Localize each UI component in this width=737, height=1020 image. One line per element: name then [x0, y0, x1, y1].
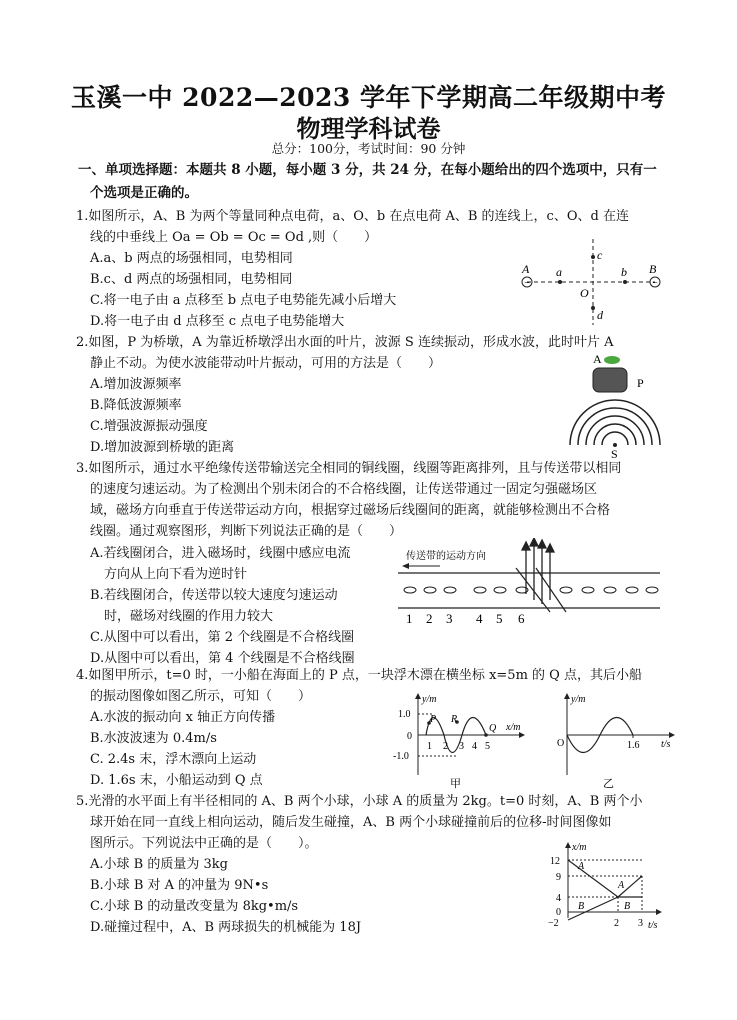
q3-stem-line2: 的速度匀速运动。为了检测出个别未闭合的不合格线圈，让传送带通过一固定匀强磁场区 — [90, 482, 598, 497]
q5-stem-line3: 图所示。下列说法中正确的是（ ）。 — [90, 836, 318, 851]
section1-heading-line1: 一、单项选择题：本题共 8 小题，每小题 3 分，共 24 分，在每小题给出的四个选项中，只有一 — [78, 162, 657, 178]
q5-ytick-4: 4 — [556, 893, 561, 904]
q1-label-B: B — [649, 262, 657, 276]
q3-conveyor-figure — [398, 538, 660, 628]
q2-label-P: P — [637, 376, 644, 390]
q4-jia-ytick-neg1: -1.0 — [393, 751, 409, 762]
q4-jia-caption: 甲 — [450, 778, 461, 790]
q3-option-c: C.从图中可以看出，第 2 个线圈是不合格线圈 — [90, 630, 355, 645]
q4-wave-figure-jia — [388, 690, 533, 790]
q5-stem-line1: 5.光滑的水平面上有半径相同的 A、B 两个小球，小球 A 的质量为 2kg。t=0 时刻，A、B 两个小 — [76, 794, 643, 809]
q3-option-d: D.从图中可以看出，第 4 个线圈是不合格线圈 — [90, 651, 355, 666]
q5-label-B1: B — [578, 901, 585, 912]
q4-option-b: B.水波波速为 0.4m/s — [90, 731, 217, 746]
q4-jia-ytick-0: 0 — [407, 731, 412, 742]
q4-jia-xtick-1: 1 — [427, 741, 432, 752]
q2-stem-line2: 静止不动。为使水波能带动叶片振动，可用的方法是（ ） — [90, 356, 442, 371]
q4-jia-label-P: P — [430, 714, 437, 725]
q5-ytick-0: 0 — [556, 907, 561, 918]
q5-xlabel: t/s — [648, 920, 658, 931]
q5-xtick-3: 3 — [638, 918, 643, 929]
q1-charge-figure — [510, 235, 670, 330]
q5-xtick-2: 2 — [614, 918, 619, 929]
q2-label-A: A — [593, 352, 602, 366]
q3-stem-line3: 域，磁场方向垂直于传送带运动方向，根据穿过磁场后线圈间的距离，就能够检测出不合格 — [90, 503, 611, 518]
q3-coil-number-3: 3 — [446, 611, 453, 626]
q1-label-A: A — [522, 262, 530, 276]
q4-jia-label-Q: Q — [489, 723, 497, 734]
q1-label-a: a — [556, 265, 562, 279]
q5-line-B-before — [568, 897, 618, 920]
section1-heading-line2: 个选项是正确的。 — [90, 185, 198, 201]
q1-option-d: D.将一电子由 d 点移至 c 点电子电势能增大 — [90, 314, 345, 329]
q1-option-b: B.c、d 两点的场强相同，电势相同 — [90, 272, 293, 287]
q1-charge-a-sign: − — [524, 278, 530, 289]
q2-option-c: C.增强波源振动强度 — [90, 419, 208, 434]
exam-title-line1: 玉溪一中 2022—2023 学年下学期高二年级期中考 — [70, 83, 667, 112]
q4-jia-xtick-4: 4 — [472, 741, 477, 752]
q4-jia-xtick-3: 3 — [459, 741, 464, 752]
q3-option-a-cont: 方向从上向下看为逆时针 — [104, 567, 248, 582]
q5-label-B2: B — [624, 901, 631, 912]
q5-ytick-neg2: −2 — [548, 918, 559, 929]
q4-jia-xlabel: x/m — [506, 722, 521, 733]
q4-stem-line1: 4.如图甲所示，t=0 时，一小船在海面上的 P 点，一块浮木漂在横坐标 x=5m 的 Q 点，其后小船 — [76, 668, 642, 683]
q4-yi-caption: 乙 — [603, 778, 614, 790]
q5-option-b: B.小球 B 对 A 的冲量为 9N•s — [90, 878, 269, 893]
q4-yi-ylabel: y/m — [571, 694, 586, 705]
q3-option-a: A.若线圈闭合，进入磁场时，线圈中感应电流 — [90, 546, 351, 561]
q4-jia-xtick-2: 2 — [443, 741, 448, 752]
q2-option-d: D.增加波源到桥墩的距离 — [90, 440, 235, 455]
q5-xt-figure — [548, 840, 678, 935]
q3-coil-number-5: 5 — [496, 611, 503, 626]
q3-coil-number-4: 4 — [476, 611, 483, 626]
q2-leaf — [604, 356, 620, 364]
q4-yi-origin: O — [557, 738, 565, 749]
q2-option-b: B.降低波源频率 — [90, 398, 182, 413]
q4-yi-xlabel: t/s — [661, 739, 671, 750]
q1-stem-line2: 线的中垂线上 Oa = Ob = Oc = Od ,则（ ） — [90, 230, 378, 245]
q3-option-b-cont: 时，磁场对线圈的作用力较大 — [104, 609, 274, 624]
q3-coil-number-6: 6 — [518, 611, 525, 626]
q2-option-a: A.增加波源频率 — [90, 377, 182, 392]
q5-option-a: A.小球 B 的质量为 3kg — [90, 857, 228, 872]
q5-label-A1: A — [578, 861, 585, 872]
q4-wave-figure-yi — [545, 690, 685, 790]
q4-option-a: A.水波的振动向 x 轴正方向传播 — [90, 710, 276, 725]
q4-option-c: C. 2.4s 末，浮木漂向上运动 — [90, 752, 257, 767]
q2-stem-line1: 2.如图，P 为桥墩，A 为靠近桥墩浮出水面的叶片，波源 S 连续振动，形成水波，此时叶片 A — [76, 335, 614, 350]
q2-pier — [593, 368, 627, 392]
q5-stem-line2: 球开始在同一直线上相向运动，随后发生碰撞，A、B 两个小球碰撞前后的位移-时间图像如 — [90, 815, 612, 830]
q5-option-d: D.碰撞过程中，A、B 两球损失的机械能为 18J — [90, 920, 362, 935]
q1-label-c: c — [597, 248, 603, 262]
q1-option-a: A.a、b 两点的场强相同，电势相同 — [90, 251, 293, 266]
exam-meta: 总分：100分，考试时间：90 分钟 — [271, 141, 466, 156]
exam-title-line2: 物理学科试卷 — [296, 114, 441, 143]
q5-line-A-before — [568, 860, 618, 897]
q1-stem-line1: 1.如图所示，A、B 为两个等量同种点电荷，a、O、b 在点电荷 A、B 的连线上，c、O、d 在连 — [76, 209, 629, 224]
q4-option-d: D. 1.6s 末，小船运动到 Q 点 — [90, 773, 263, 788]
q4-yi-xtick: 1.6 — [627, 740, 640, 751]
q1-label-O: O — [580, 286, 589, 300]
q3-stem-line1: 3.如图所示，通过水平绝缘传送带输送完全相同的铜线圈，线圈等距离排列，且与传送带以相同 — [76, 461, 622, 476]
q4-jia-ytick-1: 1.0 — [398, 709, 411, 720]
q3-stem-line4: 线圈。通过观察图形，判断下列说法正确的是（ ） — [90, 524, 403, 539]
q1-charge-b-sign: − — [652, 278, 658, 289]
q5-label-A2: A — [618, 880, 625, 891]
q5-option-c: C.小球 B 的动量改变量为 8kg•m/s — [90, 899, 299, 914]
q4-jia-xtick-5: 5 — [485, 741, 490, 752]
q3-coil-number-2: 2 — [426, 611, 433, 626]
q2-label-S: S — [611, 447, 618, 460]
q4-jia-ylabel: y/m — [422, 694, 437, 705]
q3-belt-direction-label: 传送带的运动方向 — [406, 551, 486, 562]
q1-label-b: b — [621, 265, 627, 279]
q3-option-b: B.若线圈闭合，传送带以较大速度匀速运动 — [90, 588, 338, 603]
q4-jia-label-R: R — [451, 714, 458, 725]
q3-coil-number-1: 1 — [406, 611, 413, 626]
q2-bridge-figure — [565, 350, 665, 460]
q1-option-c: C.将一电子由 a 点移至 b 点电子电势能先减小后增大 — [90, 293, 397, 308]
q1-label-d: d — [597, 308, 603, 322]
q5-ylabel: x/m — [572, 842, 587, 853]
q5-ytick-12: 12 — [550, 856, 560, 867]
q4-stem-line2: 的振动图像如图乙所示，可知（ ） — [90, 689, 312, 704]
q5-ytick-9: 9 — [556, 872, 561, 883]
